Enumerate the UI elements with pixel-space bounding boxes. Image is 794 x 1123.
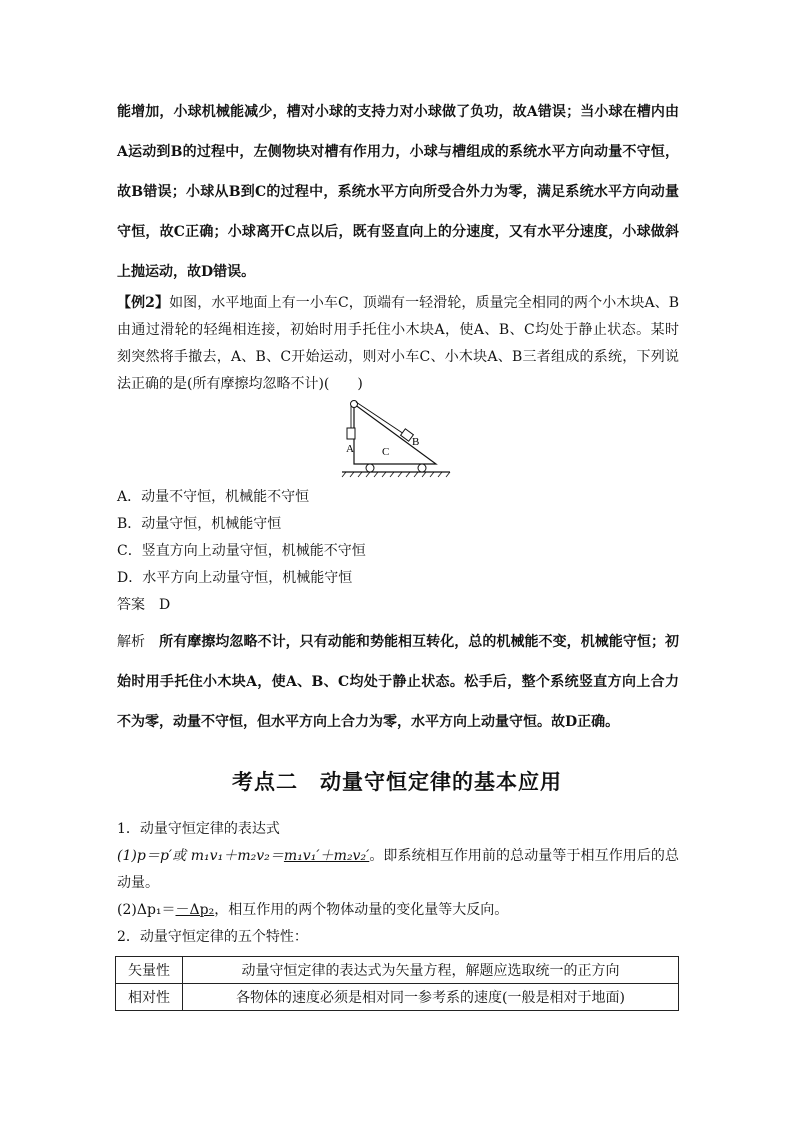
- text-line: 解析 所有摩擦均忽略不计，只有动能和势能相互转化，总的机械能不变，机械能守恒；初: [117, 634, 680, 650]
- text-line: 上抛运动，故D错误。: [117, 264, 256, 280]
- wheel: [418, 464, 426, 472]
- text-line: 【例2】如图，水平地面上有一小车C，顶端有一轻滑轮，质量完全相同的两个小木块A、B: [117, 295, 679, 311]
- properties-table: [115, 956, 679, 1011]
- text-line: 能增加，小球机械能减少，槽对小球的支持力对小球做了负功，故A错误；当小球在槽内由: [117, 104, 679, 120]
- option-b: B．动量守恒，机械能守恒: [117, 516, 282, 532]
- underlined-formula: m₁v₁′＋m₂v₂′: [283, 848, 370, 864]
- item-1-sub-2: (2)Δp₁＝－Δp₂，相互作用的两个物体动量的变化量等大反向。: [117, 902, 509, 918]
- wheel: [366, 464, 374, 472]
- text-line: 不为零，动量不守恒，但水平方向上合力为零，水平方向上动量守恒。故D正确。: [117, 714, 620, 730]
- option-d: D．水平方向上动量守恒，机械能守恒: [117, 570, 353, 586]
- block-a: [347, 428, 355, 439]
- item-1-sub-1: [117, 843, 679, 897]
- underlined-formula: －Δp₂: [175, 902, 215, 918]
- label-c: C: [382, 446, 390, 458]
- answer-label: 答案: [117, 597, 145, 613]
- item-1-title: 1．动量守恒定律的表达式: [117, 821, 280, 837]
- label-b: B: [412, 436, 420, 448]
- cart-pulley-figure: [338, 398, 454, 480]
- answer-value: D: [159, 597, 171, 613]
- text-line: A运动到B的过程中，左侧物块对槽有作用力，小球与槽组成的系统水平方向动量不守恒，: [117, 144, 679, 160]
- cart-c: [354, 404, 436, 464]
- example-tag: 【例2】: [117, 295, 170, 311]
- pulley: [351, 401, 358, 408]
- answer: [117, 592, 170, 619]
- option-c: C．竖直方向上动量守恒，机械能不守恒: [117, 543, 366, 559]
- text-line: (1)p＝p′或 m₁v₁＋m₂v₂＝m₁v₁′＋m₂v₂′。即系统相互作用前的总动量等于相互作用后的总: [117, 848, 680, 864]
- table-cell-key: 相对性: [116, 984, 183, 1011]
- label-a: A: [346, 443, 354, 455]
- example-2-stem: [117, 290, 679, 398]
- text-line: 故B错误；小球从B到C的过程中，系统水平方向所受合外力为零，满足系统水平方向动量: [117, 184, 679, 200]
- section-title: 考点二 动量守恒定律的基本应用: [232, 769, 562, 794]
- text-line: 守恒，故C正确；小球离开C点以后，既有竖直向上的分速度，又有水平分速度，小球做斜: [117, 224, 679, 240]
- text-line: 始时用手托住小木块A，使A、B、C均处于静止状态。松手后，整个系统竖直方向上合力: [117, 674, 679, 690]
- text-line: 动量。: [117, 875, 159, 891]
- text-line: 法正确的是(所有摩擦均忽略不计)( ): [117, 376, 363, 392]
- item-2-title: 2．动量守恒定律的五个特性：: [117, 929, 308, 945]
- table-cell-value: 各物体的速度必须是相对同一参考系的速度(一般是相对于地面): [183, 984, 679, 1011]
- table-row: [116, 957, 679, 984]
- analysis-label: 解析: [117, 634, 146, 650]
- option-a: A．动量不守恒，机械能不守恒: [117, 489, 310, 505]
- text-line: 由通过滑轮的轻绳相连接，初始时用手托住小木块A，使A、B、C均处于静止状态。某时: [117, 322, 679, 338]
- table-row: [116, 984, 679, 1011]
- table-cell-value: 动量守恒定律的表达式为矢量方程，解题应选取统一的正方向: [183, 957, 679, 984]
- text-line: 刻突然将手撤去，A、B、C开始运动，则对小车C、小木块A、B三者组成的系统，下列说: [117, 349, 679, 365]
- table-cell-key: 矢量性: [116, 957, 183, 984]
